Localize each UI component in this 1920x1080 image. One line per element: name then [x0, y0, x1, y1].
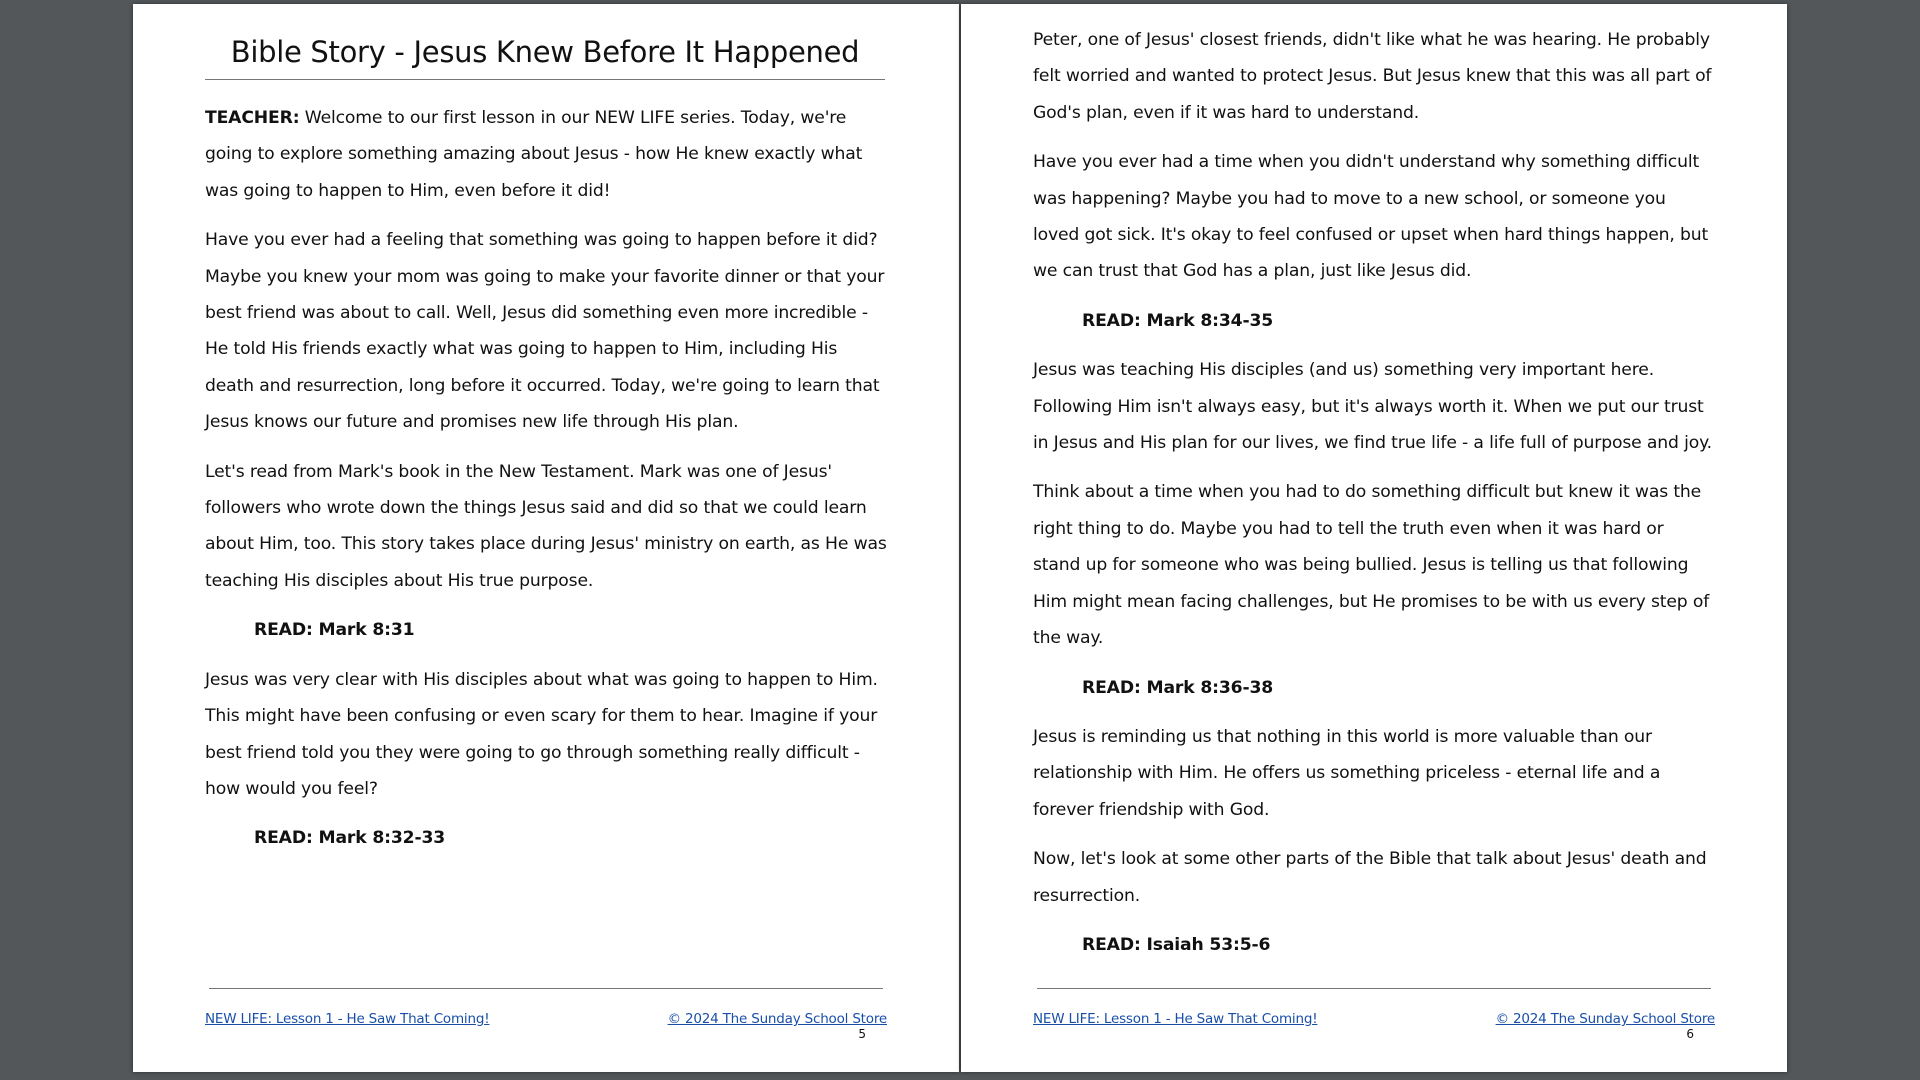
- page-number: 6: [1686, 1027, 1694, 1041]
- teacher-paragraph: [205, 100, 887, 209]
- paragraph: Have you ever had a feeling that something was going to happen before it did? Maybe you knew your mom was going to make your favorite dinner or that your best friend was about to call. Well, Jesus did something even more incredible - He told His friends exactly what was going to happen to Him, including His death and resurrection, long before it occurred. Today, we're going to learn that Jesus knows our future and promises new life through His plan.: [205, 230, 885, 433]
- footer-divider: [209, 988, 883, 989]
- read-reference: READ: Mark 8:34-35: [1082, 310, 1274, 331]
- paragraph: Think about a time when you had to do something difficult but knew it was the right thing to do. Maybe you had to tell the truth even when it was hard or stand up for someone who was being bullied. Jesus is telling us that following Him might mean facing challenges, but He promises to be with us every step of the way.: [1033, 482, 1710, 649]
- page-5: [133, 4, 959, 1072]
- footer-copyright-link[interactable]: © 2024 The Sunday School Store: [667, 1011, 887, 1027]
- page-body: [1033, 22, 1715, 976]
- page-6: [961, 4, 1787, 1072]
- paragraph: Peter, one of Jesus' closest friends, didn't like what he was hearing. He probably felt worried and wanted to protect Jesus. But Jesus knew that this was all part of God's plan, even if it was hard to understand.: [1033, 30, 1712, 123]
- read-reference: READ: Mark 8:32-33: [254, 828, 446, 849]
- read-reference: READ: Isaiah 53:5-6: [1082, 934, 1271, 955]
- page-body: [205, 100, 887, 870]
- teacher-label: TEACHER:: [205, 108, 300, 128]
- paragraph: Let's read from Mark's book in the New Testament. Mark was one of Jesus' followers who wrote down the things Jesus said and did so that we could learn about Him, too. This story takes place during Jesus' ministry on earth, as He was teaching His disciples about His true purpose.: [205, 461, 887, 591]
- paragraph: Have you ever had a time when you didn't understand why something difficult was happening? Maybe you had to move to a new school, or someone you loved got sick. It's okay to feel confused or upset when hard things happen, but we can trust that God has a plan, just like Jesus did.: [1033, 152, 1709, 282]
- paragraph: Now, let's look at some other parts of the Bible that talk about Jesus' death and resurrection.: [1033, 849, 1707, 906]
- footer-divider: [1037, 988, 1711, 989]
- teacher-text: Welcome to our first lesson in our NEW LIFE series. Today, we're going to explore something amazing about Jesus - how He knew exactly what was going to happen to Him, even before it did!: [205, 108, 863, 201]
- page-number: 5: [858, 1027, 866, 1041]
- title-divider: [205, 79, 885, 80]
- paragraph: Jesus was very clear with His disciples about what was going to happen to Him. This might have been confusing or even scary for them to hear. Imagine if your best friend told you they were going to go through something really difficult - how would you feel?: [205, 669, 878, 799]
- page-title: Bible Story - Jesus Knew Before It Happened: [230, 35, 860, 69]
- footer-lesson-link[interactable]: NEW LIFE: Lesson 1 - He Saw That Coming!: [205, 1011, 490, 1027]
- footer-copyright-link[interactable]: © 2024 The Sunday School Store: [1495, 1011, 1715, 1027]
- footer-lesson-link[interactable]: NEW LIFE: Lesson 1 - He Saw That Coming!: [1033, 1011, 1318, 1027]
- paragraph: Jesus was teaching His disciples (and us) something very important here. Following Him isn't always easy, but it's always worth it. When we put our trust in Jesus and His plan for our lives, we find true life - a life full of purpose and joy.: [1033, 360, 1712, 454]
- read-reference: READ: Mark 8:31: [254, 620, 415, 641]
- read-reference: READ: Mark 8:36-38: [1082, 677, 1274, 698]
- paragraph: Jesus is reminding us that nothing in this world is more valuable than our relationship with Him. He offers us something priceless - eternal life and a forever friendship with God.: [1033, 726, 1661, 820]
